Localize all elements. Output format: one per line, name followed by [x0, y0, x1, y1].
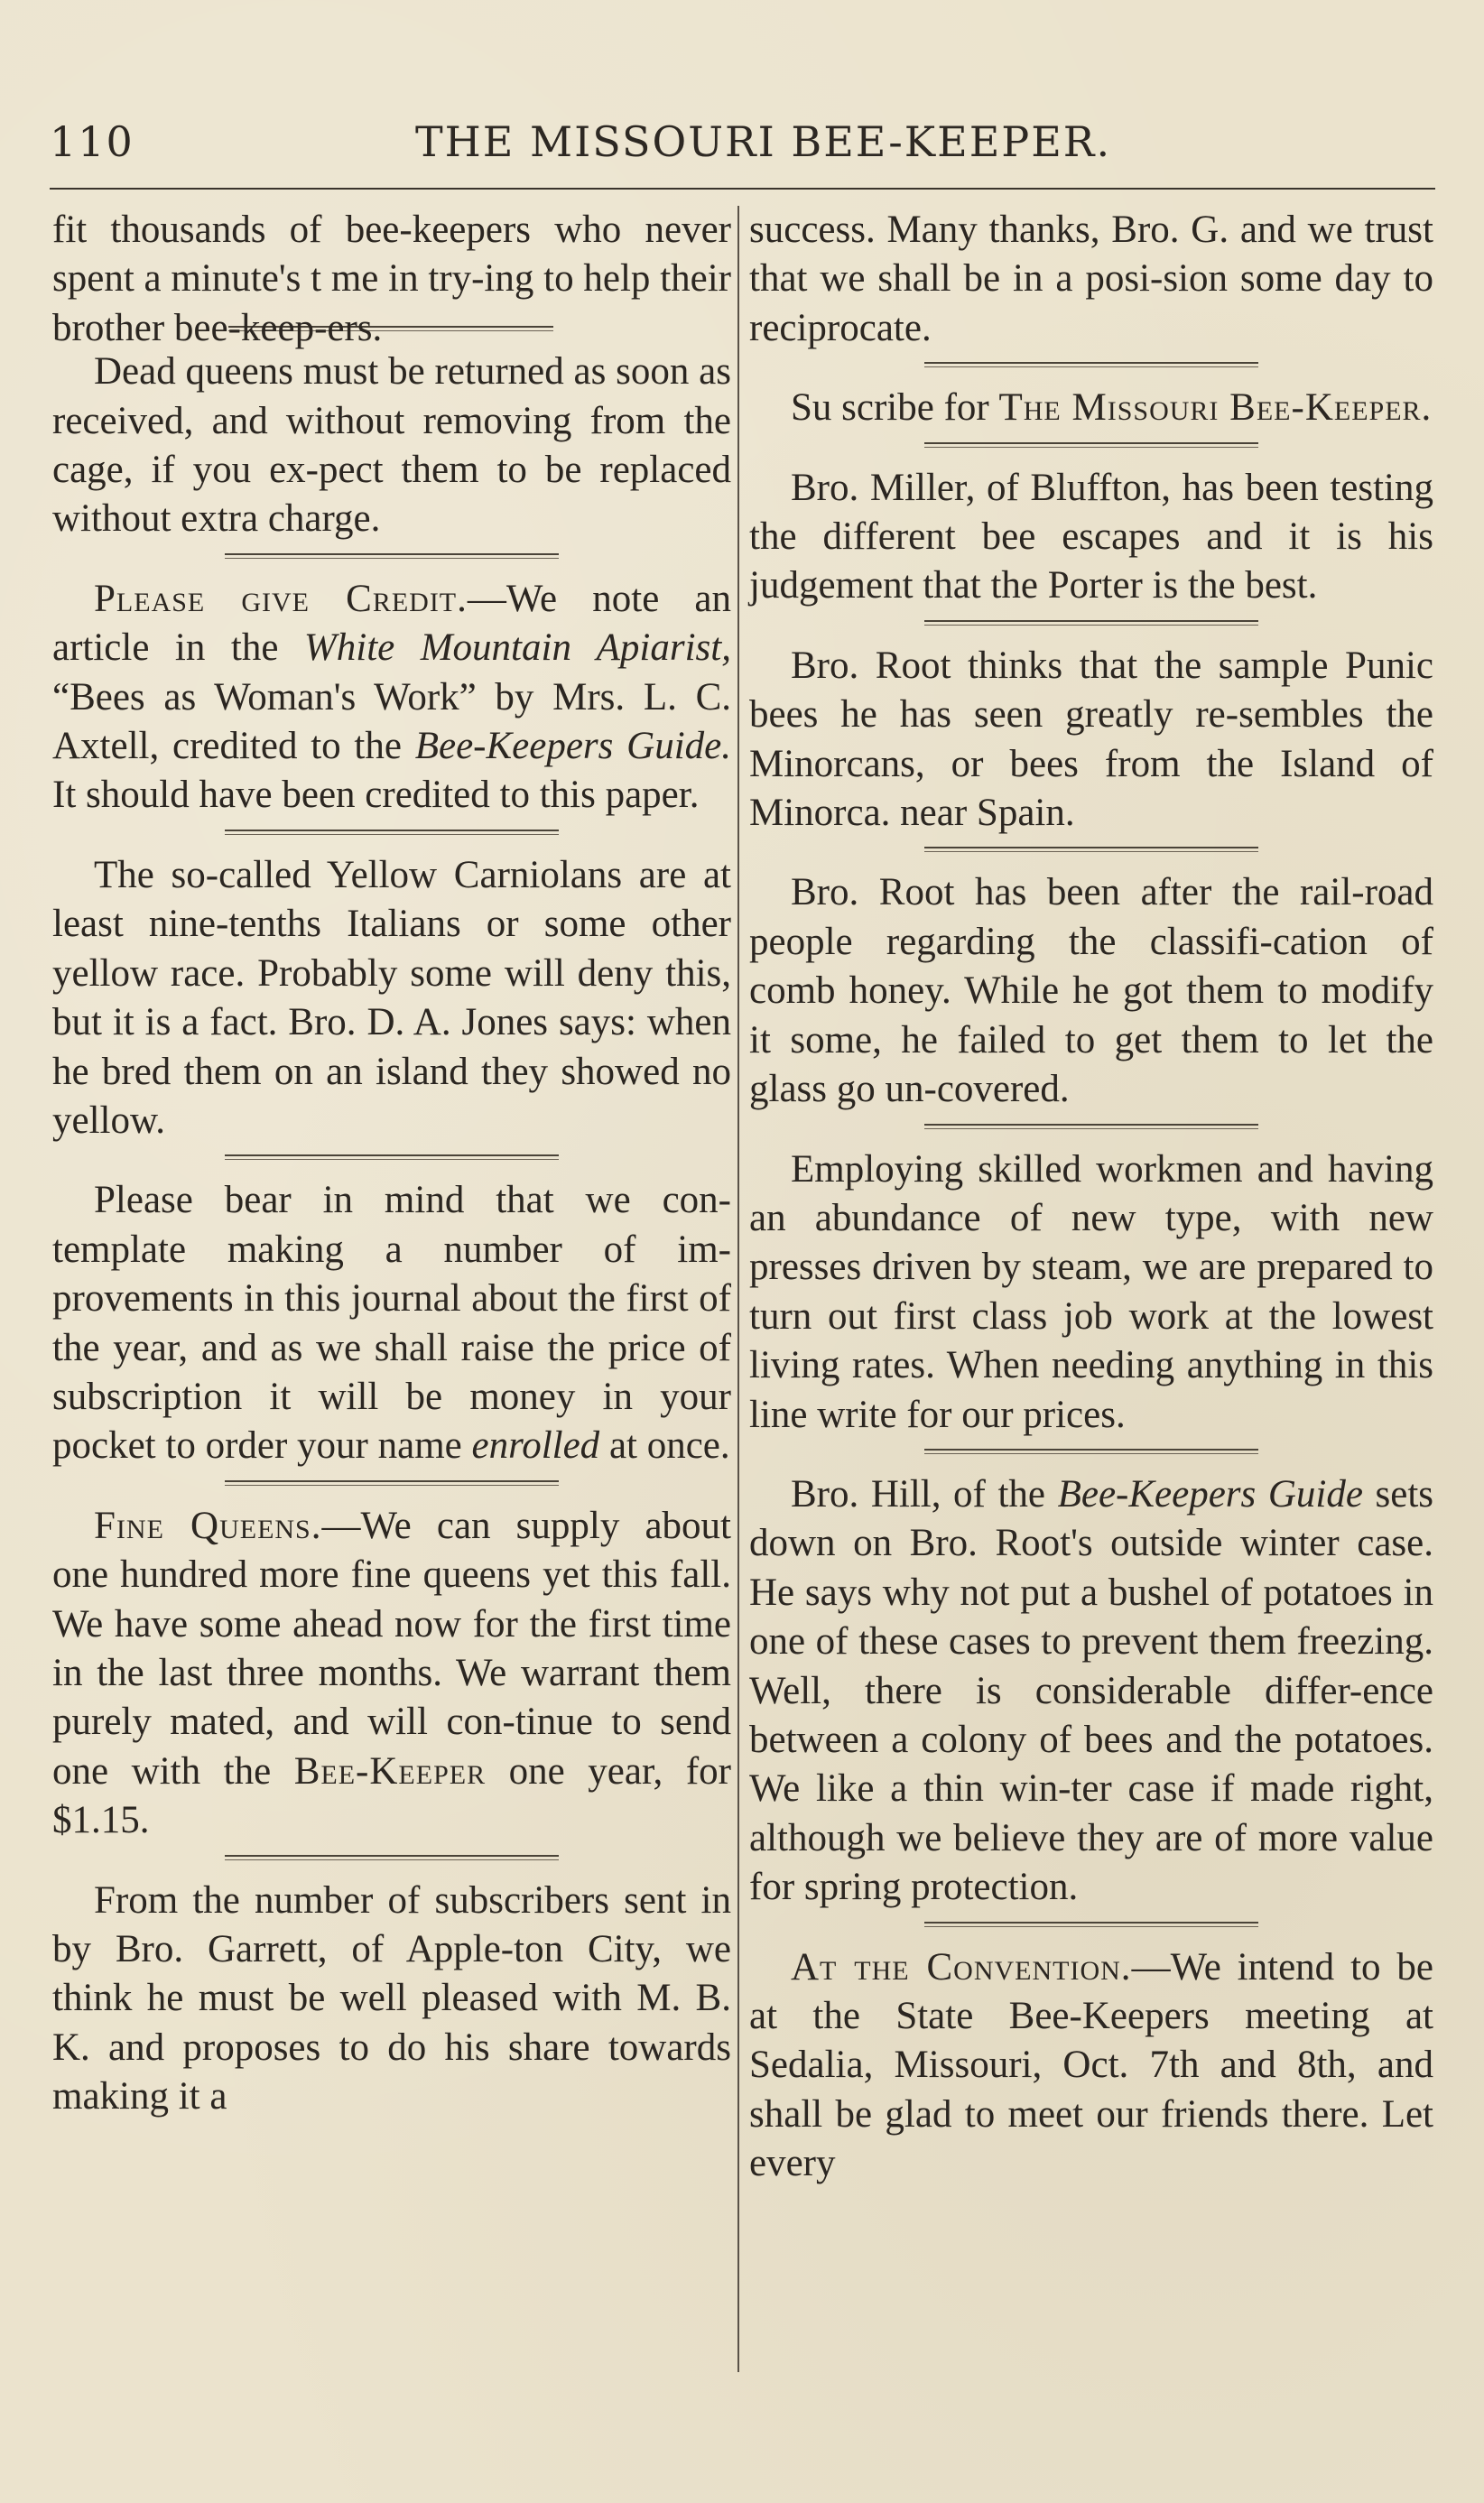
paragraph-lead: At the Convention. [791, 1945, 1132, 1988]
section-rule [924, 847, 1258, 852]
left-column [52, 206, 731, 2122]
paragraph-text: It should have been credited to this paper. [52, 774, 700, 817]
section-rule [924, 362, 1258, 367]
section-rule [225, 553, 559, 559]
paragraph-text: “Bees as Woman's Work” by Mrs. L. C. Axtell, credited to the [52, 675, 731, 768]
paragraph-continuation: success. Many thanks, Bro. G. and we trust that we shall be in a posi-sion some day to reciprocate. [749, 209, 1433, 349]
italic-title: Bee-Keepers Guide. [414, 725, 731, 768]
section-rule [924, 442, 1258, 448]
small-caps-text: Bee-Keeper [293, 1749, 487, 1793]
small-caps-text: The Missouri Bee-Keeper. [998, 386, 1433, 430]
paragraph-dead-queens: Dead queens must be returned as soon as received, and without removing from the cage, if you ex-pect them to be replaced without extra charge. [52, 350, 731, 541]
page-number: 110 [50, 117, 134, 166]
section-rule [924, 1124, 1258, 1129]
paragraph-punic-bees: Bro. Root thinks that the sample Punic bees he has seen greatly re-sembles the Minorcans, or bees from the Island of Minorca. near Spain. [749, 644, 1433, 835]
header-rule [50, 188, 1435, 190]
running-head [50, 117, 1440, 181]
section-rule [225, 830, 559, 835]
paragraph-comb-honey: Bro. Root has been after the rail-road people regarding the classifi-cation of comb honey. While he got them to modify it some, he failed to get them to let the glass go un-covered. [749, 871, 1433, 1111]
section-rule [225, 1480, 559, 1486]
paragraph-text: sets down on Bro. Root's outside winter case. He says why not put a bushel of potatoes in one of these cases to prevent them freezing. Well, there is considerable differ-ence between a colony of bees and the potatoes. We like a thin win-ter case if made right, although we believe they are of more value for spring protection. [749, 1472, 1434, 1909]
paragraph-text: Bro. Hill, of the [791, 1472, 1058, 1516]
paragraph-job-work: Employing skilled workmen and having an abundance of new type, with new presses driven by steam, we are prepared to turn out first class job work at the lowest living rates. When needing anything in this line write for our prices. [749, 1147, 1433, 1436]
section-rule [225, 1855, 559, 1860]
italic-title: Bee-Keepers Guide [1057, 1472, 1363, 1516]
paragraph-continuation: fit thousands of bee-keepers who never spent a minute's t me in try-ing to help their brother bee-keep-ers. [52, 209, 731, 349]
paragraph-text: Su scribe for [791, 386, 999, 430]
paragraph-subscribe [749, 384, 1433, 432]
paragraph-fine-queens [52, 1502, 731, 1846]
paragraph-text: —We intend to be at the State Bee-Keepers meeting at Sedalia, Missouri, Oct. 7th and 8th, and shall be glad to meet our friends there. Let every [749, 1945, 1433, 2185]
section-rule [225, 1154, 559, 1160]
paragraph-please-give-credit [52, 575, 731, 820]
paragraph-lead: Fine Queens. [94, 1504, 322, 1547]
paragraph-bee-escapes: Bro. Miller, of Bluffton, has been testing the different bee escapes and it is his judgement that the Porter is the best. [749, 466, 1433, 607]
paragraph-improvements [52, 1176, 731, 1470]
italic-word: enrolled [471, 1424, 600, 1468]
paragraph-text: one year, for $1.15. [52, 1749, 731, 1842]
paragraph-subscribers: From the number of subscribers sent in by Bro. Garrett, of Apple-ton City, we think he must be well pleased with M. B. K. and proposes to do his share towards making it a [52, 1878, 731, 2118]
column-divider [737, 206, 739, 2372]
paragraph-text: at once. [599, 1424, 730, 1468]
paragraph-text: Please bear in mind that we con-template making a number of im-provements in this journal about the first of the year, and as we shall raise the price of subscription it will be money in your pocket to order your name [52, 1179, 731, 1468]
section-rule [924, 1449, 1258, 1454]
section-rule [924, 620, 1258, 626]
italic-title: White Mountain Apiarist, [303, 626, 731, 670]
journal-title: THE MISSOURI BEE-KEEPER. [415, 117, 1112, 166]
right-column [749, 206, 1433, 2189]
paragraph-text: —We note an article in the [52, 577, 731, 670]
paragraph-text: —We can supply about one hundred more fine queens yet this fall. We have some ahead now for the first time in the last three months. We warrant them purely mated, and will con-tinue to send one with the [52, 1504, 731, 1793]
section-rule [924, 1922, 1258, 1927]
paragraph-yellow-carniolans: The so-called Yellow Carniolans are at least nine-tenths Italians or some other yellow race. Probably some will deny this, but it is a fact. Bro. D. A. Jones says: when he bred them on an island they showed no yellow. [52, 853, 731, 1142]
paragraph-convention [749, 1943, 1433, 2189]
paragraph-lead: Please give Credit. [94, 577, 468, 620]
paragraph-winter-case [749, 1470, 1433, 1913]
